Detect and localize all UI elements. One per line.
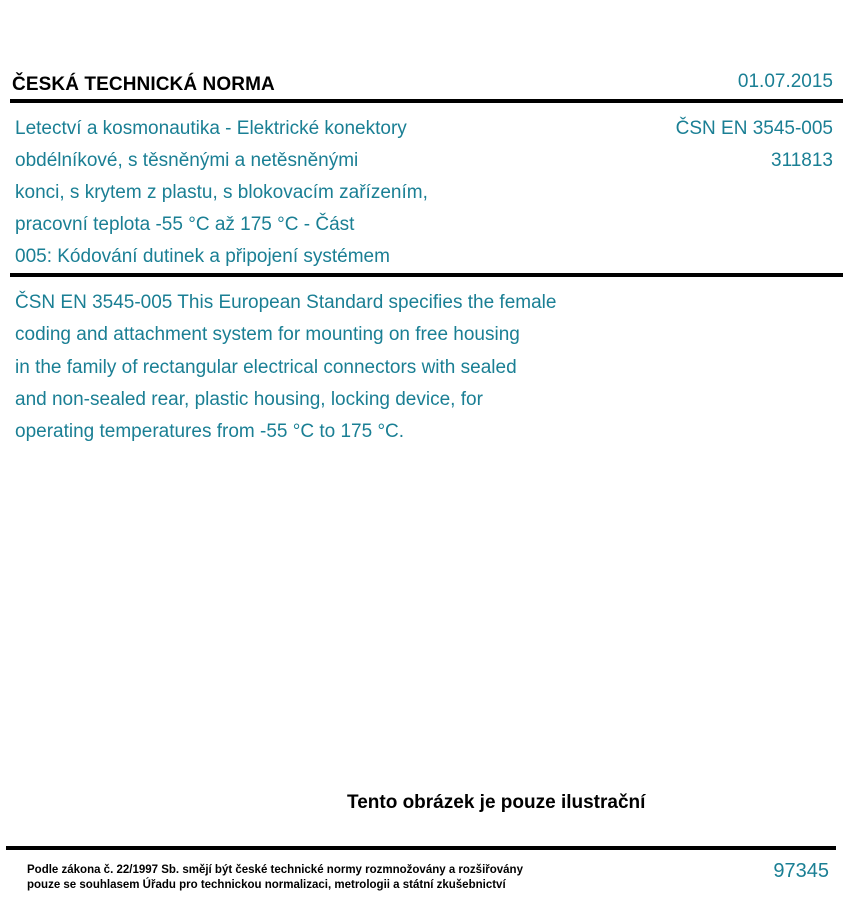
standard-title-line: 005: Kódování dutinek a připojení systémem <box>15 246 390 267</box>
standard-identifier <box>676 113 833 177</box>
standard-code: ČSN EN 3545-005 <box>675 118 833 139</box>
title-divider <box>10 273 843 277</box>
footer-divider <box>6 846 836 850</box>
abstract-text <box>15 287 655 448</box>
document-type-title: ČESKÁ TECHNICKÁ NORMA <box>12 74 275 95</box>
legal-notice-line: Podle zákona č. 22/1997 Sb. smějí být české technické normy rozmnožovány a rozšiřovány <box>27 864 523 876</box>
classification-number: 311813 <box>771 150 833 171</box>
standard-title-line: Letectví a kosmonautika - Elektrické konektory <box>15 118 407 139</box>
legal-notice <box>27 863 523 893</box>
abstract-line: coding and attachment system for mounting on free housing <box>15 324 520 346</box>
legal-notice-line: pouze se souhlasem Úřadu pro technickou normalizaci, metrologii a státní zkušebnictví <box>27 879 506 891</box>
standard-title-line: konci, s krytem z plastu, s blokovacím zařízením, <box>15 182 428 203</box>
publication-date: 01.07.2015 <box>737 71 833 92</box>
document-number: 97345 <box>773 860 829 882</box>
illustration-notice: Tento obrázek je pouze ilustrační <box>347 792 646 813</box>
abstract-line: and non-sealed rear, plastic housing, locking device, for <box>15 388 483 410</box>
abstract-line: ČSN EN 3545-005 This European Standard specifies the female <box>15 292 557 313</box>
header-divider <box>10 99 843 103</box>
standard-title <box>15 113 535 273</box>
abstract-line: operating temperatures from -55 °C to 175 °C. <box>15 421 405 443</box>
abstract-line: in the family of rectangular electrical connectors with sealed <box>15 356 517 378</box>
standard-title-line: obdélníkové, s těsněnými a netěsněnými <box>15 150 359 171</box>
standard-title-line: pracovní teplota -55 °C až 175 °C - Část <box>15 214 355 235</box>
